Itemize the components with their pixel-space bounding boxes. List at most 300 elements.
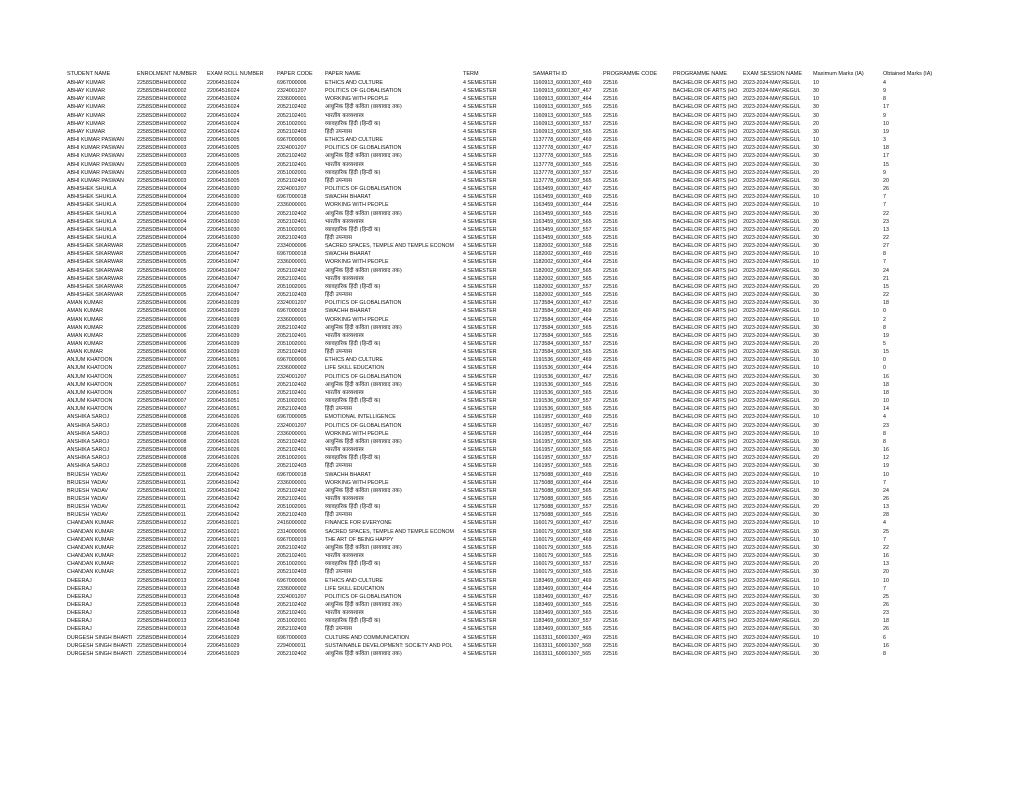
table-row	[67, 479, 967, 487]
cell-student-name: ABHISHEK SIKARWAR	[67, 275, 124, 282]
cell-obtained-marks: 18	[883, 381, 889, 388]
cell-exam-roll-number: 22064516048	[207, 577, 240, 584]
cell-obtained-marks: 17	[883, 153, 889, 160]
cell-maximum-marks: 20	[813, 504, 819, 511]
cell-paper-name: हिंदी उपन्यास	[325, 234, 352, 241]
cell-enrolment-number: 2258SDBHHI000006	[137, 300, 187, 307]
cell-maximum-marks: 10	[813, 536, 819, 543]
table-row	[67, 487, 967, 495]
cell-paper-code: 2416000002	[277, 520, 307, 527]
cell-enrolment-number: 2258SDBHHI000002	[137, 88, 187, 95]
cell-student-name: ABHI KUMAR PASWAN	[67, 137, 124, 144]
cell-obtained-marks: 18	[883, 300, 889, 307]
cell-paper-code: 2294000011	[277, 642, 307, 649]
cell-student-name: ANJUM KHATOON	[67, 406, 113, 413]
cell-obtained-marks: 10	[883, 577, 889, 584]
cell-term: 4 SEMESTER	[463, 618, 497, 625]
cell-exam-roll-number: 22064516026	[207, 422, 240, 429]
cell-programme-name: BACHELOR OF ARTS (HO	[673, 430, 738, 437]
cell-programme-code: 22516	[603, 381, 618, 388]
cell-term: 4 SEMESTER	[463, 406, 497, 413]
cell-term: 4 SEMESTER	[463, 161, 497, 168]
cell-programme-code: 22516	[603, 161, 618, 168]
cell-samarth-id: 1160179_60001307_565	[533, 553, 592, 560]
cell-programme-name: BACHELOR OF ARTS (HO	[673, 128, 738, 135]
cell-programme-name: BACHELOR OF ARTS (HO	[673, 332, 738, 339]
cell-programme-name: BACHELOR OF ARTS (HO	[673, 145, 738, 152]
cell-samarth-id: 1137778_60001307_565	[533, 153, 592, 160]
cell-programme-code: 22516	[603, 88, 618, 95]
cell-maximum-marks: 20	[813, 341, 819, 347]
cell-programme-name: BACHELOR OF ARTS (HO	[673, 471, 738, 478]
cell-samarth-id: 1161957_60001307_464	[533, 430, 592, 437]
cell-student-name: DHEERAJ	[67, 585, 92, 592]
cell-maximum-marks: 30	[813, 528, 819, 535]
cell-programme-code: 22516	[603, 438, 618, 445]
cell-programme-name: BACHELOR OF ARTS (HO	[673, 96, 738, 103]
table-row	[67, 299, 967, 307]
cell-enrolment-number: 2258SDBHHI000011	[137, 504, 187, 511]
cell-paper-code: 2052102401	[277, 610, 307, 617]
cell-paper-code: 2052102403	[277, 292, 307, 299]
cell-programme-code: 22516	[603, 504, 618, 511]
cell-student-name: CHANDAN KUMAR	[67, 569, 114, 576]
table-row	[67, 528, 967, 536]
cell-programme-name: BACHELOR OF ARTS (HO	[673, 292, 738, 299]
cell-exam-session-name: 2023-2024-MAY;REGUL	[743, 618, 801, 625]
cell-paper-name: व्यावहारिक हिंदी (हिन्दी क)	[325, 398, 381, 405]
cell-maximum-marks: 30	[813, 300, 819, 307]
cell-term: 4 SEMESTER	[463, 487, 497, 494]
cell-exam-session-name: 2023-2024-MAY;REGUL	[743, 471, 801, 478]
cell-paper-code: 2051002001	[277, 561, 307, 568]
cell-student-name: CHANDAN KUMAR	[67, 544, 114, 551]
cell-student-name: CHANDAN KUMAR	[67, 561, 114, 568]
cell-term: 4 SEMESTER	[463, 414, 497, 421]
cell-student-name: ANJUM KHATOON	[67, 365, 113, 372]
cell-exam-session-name: 2023-2024-MAY;REGUL	[743, 381, 801, 388]
cell-term: 4 SEMESTER	[463, 267, 497, 274]
cell-maximum-marks: 20	[813, 455, 819, 462]
cell-paper-code: 6967000005	[277, 414, 307, 421]
cell-programme-code: 22516	[603, 80, 618, 86]
cell-maximum-marks: 30	[813, 324, 819, 331]
cell-term: 4 SEMESTER	[463, 128, 497, 135]
cell-enrolment-number: 2258SDBHHI000014	[137, 650, 187, 657]
cell-obtained-marks: 8	[883, 438, 886, 445]
cell-exam-session-name: 2023-2024-MAY;REGUL	[743, 650, 801, 657]
table-row	[67, 577, 967, 585]
cell-samarth-id: 1175088_60001307_464	[533, 479, 592, 486]
cell-exam-session-name: 2023-2024-MAY;REGUL	[743, 137, 801, 144]
cell-maximum-marks: 20	[813, 283, 819, 290]
table-row	[67, 634, 967, 642]
cell-samarth-id: 1160913_60001307_565	[533, 104, 592, 111]
cell-paper-name: THE ART OF BEING HAPPY	[325, 536, 394, 543]
cell-enrolment-number: 2258SDBHHI000007	[137, 373, 187, 380]
cell-paper-name: भारतीय काव्यशास्त्र	[325, 218, 364, 225]
cell-exam-session-name: 2023-2024-MAY;REGUL	[743, 536, 801, 543]
cell-paper-code: 2052102403	[277, 234, 307, 241]
col-header-paper-code: PAPER CODE	[277, 71, 313, 77]
cell-programme-name: BACHELOR OF ARTS (HO	[673, 577, 738, 584]
cell-samarth-id: 1182002_60001307_557	[533, 283, 592, 290]
table-row	[67, 234, 967, 242]
table-row	[67, 413, 967, 421]
table-row	[67, 438, 967, 446]
cell-exam-roll-number: 22064516026	[207, 447, 240, 454]
cell-obtained-marks: 10	[883, 120, 889, 127]
cell-term: 4 SEMESTER	[463, 145, 497, 152]
table-row	[67, 120, 967, 128]
cell-programme-code: 22516	[603, 389, 618, 396]
cell-samarth-id: 1160179_60001307_565	[533, 569, 592, 576]
cell-maximum-marks: 30	[813, 275, 819, 282]
cell-programme-code: 22516	[603, 243, 618, 250]
cell-student-name: CHANDAN KUMAR	[67, 528, 114, 535]
cell-paper-code: 2052102402	[277, 544, 307, 551]
cell-paper-code: 2052102401	[277, 495, 307, 502]
cell-paper-code: 2051002001	[277, 169, 307, 176]
cell-student-name: DHEERAJ	[67, 593, 92, 600]
cell-programme-name: BACHELOR OF ARTS (HO	[673, 365, 738, 372]
cell-paper-code: 6967000006	[277, 577, 307, 584]
cell-maximum-marks: 30	[813, 463, 819, 470]
table-row	[67, 356, 967, 364]
cell-paper-name: भारतीय काव्यशास्त्र	[325, 112, 364, 119]
cell-programme-name: BACHELOR OF ARTS (HO	[673, 226, 738, 233]
cell-paper-name: आधुनिक हिंदी कविता (छायावाद तक)	[325, 650, 402, 657]
table-row	[67, 193, 967, 201]
cell-term: 4 SEMESTER	[463, 553, 497, 560]
cell-exam-roll-number: 22064516024	[207, 88, 240, 95]
cell-exam-session-name: 2023-2024-MAY;REGUL	[743, 512, 801, 519]
cell-maximum-marks: 30	[813, 88, 819, 95]
cell-maximum-marks: 30	[813, 243, 819, 250]
cell-programme-code: 22516	[603, 544, 618, 551]
cell-exam-roll-number: 22064516026	[207, 455, 240, 462]
cell-obtained-marks: 22	[883, 544, 889, 551]
cell-paper-code: 2052102402	[277, 104, 307, 111]
cell-maximum-marks: 30	[813, 373, 819, 380]
cell-paper-name: POLITICS OF GLOBALISATION	[325, 373, 402, 380]
cell-enrolment-number: 2258SDBHHI000008	[137, 422, 187, 429]
cell-obtained-marks: 4	[883, 80, 886, 86]
cell-paper-name: भारतीय काव्यशास्त्र	[325, 161, 364, 168]
cell-obtained-marks: 7	[883, 194, 886, 201]
cell-paper-code: 2052102403	[277, 177, 307, 184]
table-row	[67, 218, 967, 226]
cell-obtained-marks: 17	[883, 104, 889, 111]
table-row	[67, 177, 967, 185]
cell-programme-name: BACHELOR OF ARTS (HO	[673, 194, 738, 201]
cell-student-name: ANSHIKA SAROJ	[67, 430, 110, 437]
cell-exam-roll-number: 22064516030	[207, 226, 240, 233]
cell-obtained-marks: 22	[883, 292, 889, 299]
table-row	[67, 324, 967, 332]
cell-paper-name: आधुनिक हिंदी कविता (छायावाद तक)	[325, 104, 402, 111]
cell-programme-code: 22516	[603, 169, 618, 176]
cell-exam-roll-number: 22064516005	[207, 137, 240, 144]
cell-samarth-id: 1173584_60001307_469	[533, 308, 592, 315]
cell-exam-roll-number: 22064516048	[207, 593, 240, 600]
cell-maximum-marks: 30	[813, 381, 819, 388]
cell-programme-code: 22516	[603, 610, 618, 617]
cell-enrolment-number: 2258SDBHHI000013	[137, 626, 187, 633]
cell-paper-name: भारतीय काव्यशास्त्र	[325, 332, 364, 339]
cell-student-name: ANSHIKA SAROJ	[67, 438, 110, 445]
cell-programme-name: BACHELOR OF ARTS (HO	[673, 243, 738, 250]
cell-samarth-id: 1173584_60001307_565	[533, 349, 592, 356]
cell-maximum-marks: 20	[813, 398, 819, 405]
cell-paper-name: व्यावहारिक हिंदी (हिन्दी क)	[325, 618, 381, 625]
cell-obtained-marks: 16	[883, 642, 889, 649]
cell-obtained-marks: 16	[883, 447, 889, 454]
cell-programme-code: 22516	[603, 218, 618, 225]
cell-student-name: DHEERAJ	[67, 610, 92, 617]
cell-programme-code: 22516	[603, 120, 618, 127]
cell-paper-name: भारतीय काव्यशास्त्र	[325, 553, 364, 560]
cell-obtained-marks: 9	[883, 88, 886, 95]
cell-maximum-marks: 30	[813, 153, 819, 160]
cell-samarth-id: 1161957_60001307_557	[533, 455, 592, 462]
cell-exam-session-name: 2023-2024-MAY;REGUL	[743, 610, 801, 617]
cell-maximum-marks: 10	[813, 96, 819, 103]
cell-exam-roll-number: 22064516030	[207, 210, 240, 217]
cell-term: 4 SEMESTER	[463, 373, 497, 380]
cell-programme-code: 22516	[603, 398, 618, 405]
cell-maximum-marks: 10	[813, 202, 819, 209]
cell-enrolment-number: 2258SDBHHI000005	[137, 283, 187, 290]
cell-samarth-id: 1163459_60001307_565	[533, 210, 592, 217]
cell-obtained-marks: 13	[883, 226, 889, 233]
cell-samarth-id: 1183469_60001307_464	[533, 585, 592, 592]
cell-programme-name: BACHELOR OF ARTS (HO	[673, 341, 738, 347]
cell-term: 4 SEMESTER	[463, 463, 497, 470]
cell-enrolment-number: 2258SDBHHI000006	[137, 349, 187, 356]
cell-obtained-marks: 25	[883, 528, 889, 535]
cell-term: 4 SEMESTER	[463, 536, 497, 543]
cell-programme-name: BACHELOR OF ARTS (HO	[673, 80, 738, 86]
cell-exam-roll-number: 22064516039	[207, 300, 240, 307]
cell-exam-roll-number: 22064516048	[207, 626, 240, 633]
cell-maximum-marks: 30	[813, 553, 819, 560]
cell-samarth-id: 1191536_60001307_557	[533, 398, 592, 405]
cell-exam-session-name: 2023-2024-MAY;REGUL	[743, 153, 801, 160]
cell-paper-code: 2051002001	[277, 341, 307, 347]
cell-samarth-id: 1175088_60001307_565	[533, 512, 592, 519]
cell-student-name: BRIJESH YADAV	[67, 504, 108, 511]
cell-student-name: ABHISHEK SIKARWAR	[67, 259, 124, 266]
cell-programme-name: BACHELOR OF ARTS (HO	[673, 406, 738, 413]
cell-paper-name: FINANCE FOR EVERYONE	[325, 520, 392, 527]
cell-maximum-marks: 30	[813, 642, 819, 649]
cell-student-name: ABHISHEK SIKARWAR	[67, 283, 124, 290]
cell-programme-name: BACHELOR OF ARTS (HO	[673, 259, 738, 266]
cell-paper-code: 2324001207	[277, 300, 307, 307]
cell-student-name: ANJUM KHATOON	[67, 373, 113, 380]
cell-obtained-marks: 16	[883, 373, 889, 380]
cell-maximum-marks: 30	[813, 332, 819, 339]
cell-obtained-marks: 25	[883, 593, 889, 600]
cell-exam-session-name: 2023-2024-MAY;REGUL	[743, 634, 801, 641]
cell-enrolment-number: 2258SDBHHI000002	[137, 112, 187, 119]
cell-programme-code: 22516	[603, 569, 618, 576]
cell-enrolment-number: 2258SDBHHI000007	[137, 365, 187, 372]
cell-paper-name: WORKING WITH PEOPLE	[325, 96, 389, 103]
cell-student-name: AMAN KUMAR	[67, 300, 103, 307]
cell-programme-name: BACHELOR OF ARTS (HO	[673, 487, 738, 494]
cell-paper-name: WORKING WITH PEOPLE	[325, 259, 389, 266]
cell-exam-session-name: 2023-2024-MAY;REGUL	[743, 202, 801, 209]
cell-programme-code: 22516	[603, 316, 618, 323]
cell-student-name: ABHISHEK SIKARWAR	[67, 251, 124, 258]
cell-student-name: ABHAY KUMAR	[67, 120, 106, 127]
cell-programme-code: 22516	[603, 626, 618, 633]
cell-enrolment-number: 2258SDBHHI000002	[137, 120, 187, 127]
cell-enrolment-number: 2258SDBHHI000003	[137, 137, 187, 144]
cell-exam-roll-number: 22064516051	[207, 357, 240, 364]
cell-obtained-marks: 19	[883, 128, 889, 135]
cell-obtained-marks: 7	[883, 202, 886, 209]
cell-enrolment-number: 2258SDBHHI000012	[137, 553, 187, 560]
cell-paper-code: 2052102402	[277, 210, 307, 217]
cell-exam-session-name: 2023-2024-MAY;REGUL	[743, 88, 801, 95]
cell-obtained-marks: 9	[883, 112, 886, 119]
cell-programme-name: BACHELOR OF ARTS (HO	[673, 316, 738, 323]
cell-paper-code: 2324001207	[277, 145, 307, 152]
cell-programme-code: 22516	[603, 553, 618, 560]
cell-obtained-marks: 13	[883, 504, 889, 511]
cell-exam-roll-number: 22064516039	[207, 349, 240, 356]
cell-paper-name: भारतीय काव्यशास्त्र	[325, 495, 364, 502]
cell-obtained-marks: 13	[883, 561, 889, 568]
cell-samarth-id: 1161957_60001307_565	[533, 447, 592, 454]
cell-paper-name: POLITICS OF GLOBALISATION	[325, 422, 402, 429]
cell-paper-name: WORKING WITH PEOPLE	[325, 430, 389, 437]
table-row	[67, 185, 967, 193]
cell-exam-roll-number: 22064516048	[207, 610, 240, 617]
cell-paper-name: भारतीय काव्यशास्त्र	[325, 275, 364, 282]
cell-term: 4 SEMESTER	[463, 316, 497, 323]
cell-term: 4 SEMESTER	[463, 504, 497, 511]
cell-programme-code: 22516	[603, 528, 618, 535]
cell-paper-name: हिंदी उपन्यास	[325, 512, 352, 519]
cell-programme-code: 22516	[603, 308, 618, 315]
cell-programme-code: 22516	[603, 634, 618, 641]
cell-student-name: ABHAY KUMAR	[67, 88, 106, 95]
cell-obtained-marks: 12	[883, 455, 889, 462]
cell-obtained-marks: 2	[883, 316, 886, 323]
cell-exam-roll-number: 22064516005	[207, 153, 240, 160]
cell-obtained-marks: 22	[883, 234, 889, 241]
cell-obtained-marks: 7	[883, 536, 886, 543]
cell-student-name: ANJUM KHATOON	[67, 357, 113, 364]
cell-paper-name: व्यावहारिक हिंदी (हिन्दी क)	[325, 120, 381, 127]
cell-exam-roll-number: 22064516030	[207, 202, 240, 209]
cell-samarth-id: 1182002_60001307_565	[533, 275, 592, 282]
cell-paper-name: WORKING WITH PEOPLE	[325, 316, 389, 323]
cell-exam-roll-number: 22064516021	[207, 569, 240, 576]
cell-exam-roll-number: 22064516021	[207, 520, 240, 527]
cell-maximum-marks: 30	[813, 602, 819, 608]
cell-paper-code: 6967000018	[277, 251, 307, 258]
cell-obtained-marks: 28	[883, 512, 889, 519]
cell-programme-code: 22516	[603, 275, 618, 282]
cell-samarth-id: 1175088_60001307_565	[533, 487, 592, 494]
cell-programme-name: BACHELOR OF ARTS (HO	[673, 137, 738, 144]
cell-programme-code: 22516	[603, 226, 618, 233]
table-row	[67, 226, 967, 234]
cell-samarth-id: 1160913_60001307_565	[533, 128, 592, 135]
col-header-programme-code: PROGRAMME CODE	[603, 71, 658, 77]
cell-exam-roll-number: 22064516039	[207, 324, 240, 331]
cell-samarth-id: 1161957_60001307_467	[533, 422, 592, 429]
cell-exam-roll-number: 22064516042	[207, 471, 240, 478]
cell-exam-session-name: 2023-2024-MAY;REGUL	[743, 120, 801, 127]
table-row	[67, 210, 967, 218]
cell-paper-code: 2324001207	[277, 373, 307, 380]
cell-exam-session-name: 2023-2024-MAY;REGUL	[743, 553, 801, 560]
cell-obtained-marks: 24	[883, 487, 889, 494]
cell-term: 4 SEMESTER	[463, 585, 497, 592]
col-header-exam-roll-number: EXAM ROLL NUMBER	[207, 71, 264, 77]
cell-exam-session-name: 2023-2024-MAY;REGUL	[743, 463, 801, 470]
cell-exam-roll-number: 22064516047	[207, 292, 240, 299]
cell-paper-name: LIFE SKILL EDUCATION	[325, 365, 385, 372]
cell-maximum-marks: 30	[813, 177, 819, 184]
cell-programme-name: BACHELOR OF ARTS (HO	[673, 398, 738, 405]
cell-exam-roll-number: 22064516024	[207, 128, 240, 135]
cell-paper-name: भारतीय काव्यशास्त्र	[325, 447, 364, 454]
cell-enrolment-number: 2258SDBHHI000008	[137, 463, 187, 470]
cell-obtained-marks: 5	[883, 341, 886, 347]
cell-enrolment-number: 2258SDBHHI000005	[137, 292, 187, 299]
cell-obtained-marks: 0	[883, 357, 886, 364]
cell-paper-code: 2052102401	[277, 553, 307, 560]
cell-paper-code: 6967000006	[277, 357, 307, 364]
cell-enrolment-number: 2258SDBHHI000014	[137, 642, 187, 649]
cell-term: 4 SEMESTER	[463, 495, 497, 502]
cell-samarth-id: 1191536_60001307_565	[533, 389, 592, 396]
cell-samarth-id: 1163459_60001307_469	[533, 194, 592, 201]
cell-samarth-id: 1160913_60001307_469	[533, 80, 592, 86]
cell-obtained-marks: 7	[883, 259, 886, 266]
cell-programme-code: 22516	[603, 536, 618, 543]
cell-term: 4 SEMESTER	[463, 275, 497, 282]
cell-exam-roll-number: 22064516021	[207, 536, 240, 543]
cell-maximum-marks: 10	[813, 251, 819, 258]
cell-term: 4 SEMESTER	[463, 80, 497, 86]
cell-paper-code: 2336000001	[277, 430, 307, 437]
table-row	[67, 242, 967, 250]
cell-programme-name: BACHELOR OF ARTS (HO	[673, 455, 738, 462]
cell-programme-name: BACHELOR OF ARTS (HO	[673, 202, 738, 209]
cell-exam-session-name: 2023-2024-MAY;REGUL	[743, 341, 801, 347]
cell-exam-session-name: 2023-2024-MAY;REGUL	[743, 112, 801, 119]
cell-paper-code: 2052102401	[277, 332, 307, 339]
cell-exam-roll-number: 22064516005	[207, 145, 240, 152]
cell-programme-code: 22516	[603, 96, 618, 103]
cell-term: 4 SEMESTER	[463, 341, 497, 347]
cell-exam-roll-number: 22064516026	[207, 438, 240, 445]
cell-programme-name: BACHELOR OF ARTS (HO	[673, 153, 738, 160]
cell-student-name: ANJUM KHATOON	[67, 398, 113, 405]
cell-programme-code: 22516	[603, 267, 618, 274]
cell-programme-name: BACHELOR OF ARTS (HO	[673, 569, 738, 576]
cell-obtained-marks: 18	[883, 145, 889, 152]
cell-programme-code: 22516	[603, 447, 618, 454]
